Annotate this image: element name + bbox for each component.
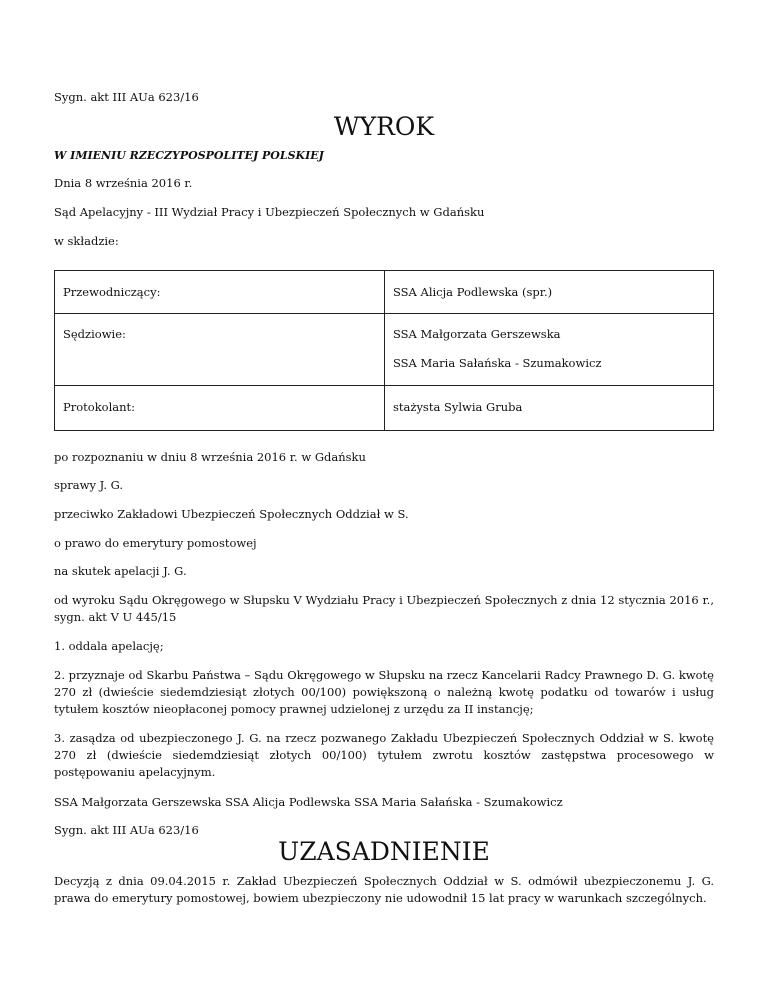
verdict-point: 3. zasądza od ubezpieczonego J. G. na rzecz pozwanego Zakładu Ubezpieczeń Społecznych Oddział w S. kwotę 270 zł (dwieście siedemdziesiąt złotych 00/100) tytułem zwrotu kosztów zastępstwa procesowego w postępowaniu apelacyjnym. <box>54 731 714 779</box>
panel-row-clerk <box>55 386 714 431</box>
panel-row-chair <box>55 271 714 314</box>
panel-row-judges <box>55 314 714 386</box>
justification-paragraph: Decyzją z dnia 09.04.2015 r. Zakład Ubezpieczeń Społecznych Oddział w S. odmówił ubezpieczonemu J. G. prawa do emerytury pomostowej, bowiem ubezpieczony nie udowodnił 15 lat pracy w warunkach szczególnych. <box>54 874 714 905</box>
chair-label: Przewodniczący: <box>55 271 385 314</box>
appeal-line: na skutek apelacji J. G. <box>54 564 187 578</box>
signatures-line: SSA Małgorzata Gerszewska SSA Alicja Podlewska SSA Maria Sałańska - Szumakowicz <box>54 795 563 809</box>
against-line: przeciwko Zakładowi Ubezpieczeń Społecznych Oddział w S. <box>54 507 409 521</box>
chair-value: SSA Alicja Podlewska (spr.) <box>385 271 714 314</box>
clerk-value: stażysta Sylwia Gruba <box>385 386 714 431</box>
hearing-line: po rozpoznaniu w dniu 8 września 2016 r. w Gdańsku <box>54 450 366 464</box>
case-of-line: sprawy J. G. <box>54 478 124 492</box>
verdict-point: 1. oddala apelację; <box>54 639 164 653</box>
date-line: Dnia 8 września 2016 r. <box>54 176 193 190</box>
judges-values <box>385 314 714 386</box>
from-judgment-paragraph: od wyroku Sądu Okręgowego w Słupsku V Wydziału Pracy i Ubezpieczeń Społecznych z dnia 12 stycznia 2016 r., sygn. akt V U 445/15 <box>54 593 714 624</box>
case-number: Sygn. akt III AUa 623/16 <box>54 90 199 104</box>
panel-table <box>54 270 714 431</box>
judge-name: SSA Maria Sałańska - Szumakowicz <box>393 356 602 370</box>
clerk-label: Protokolant: <box>55 386 385 431</box>
composition-line: w składzie: <box>54 234 119 248</box>
verdict-title: WYROK <box>333 112 435 141</box>
judges-label: Sędziowie: <box>55 314 385 386</box>
in-the-name-line: W IMIENIU RZECZYPOSPOLITEJ POLSKIEJ <box>54 149 324 162</box>
court-line: Sąd Apelacyjny - III Wydział Pracy i Ubezpieczeń Społecznych w Gdańsku <box>54 205 485 219</box>
justification-title: UZASADNIENIE <box>278 837 490 866</box>
verdict-point: 2. przyznaje od Skarbu Państwa – Sądu Okręgowego w Słupsku na rzecz Kancelarii Radcy Prawnego D. G. kwotę 270 zł (dwieście siedemdziesiąt złotych 00/100) powiększoną o należną kwotę podatku od towarów i usług tytułem kosztów nieopłaconej pomocy prawnej udzielonej z urzędu za II instancję; <box>54 668 714 716</box>
subject-line: o prawo do emerytury pomostowej <box>54 536 257 550</box>
justification-case-number: Sygn. akt III AUa 623/16 <box>54 823 199 837</box>
judge-name: SSA Małgorzata Gerszewska <box>393 327 561 341</box>
